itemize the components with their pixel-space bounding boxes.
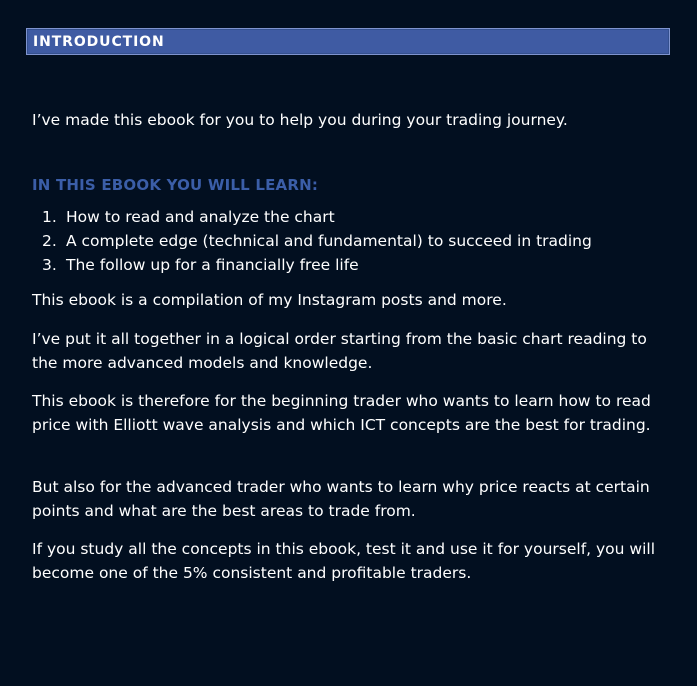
learn-heading: IN THIS EBOOK YOU WILL LEARN:	[32, 176, 319, 194]
section-header-bar	[26, 28, 670, 55]
body-paragraph: I’ve put it all together in a logical order starting from the basic chart reading to the more advanced models and knowledge.	[32, 330, 647, 372]
learn-list	[32, 205, 592, 277]
list-item	[32, 205, 592, 229]
list-item-text: How to read and analyze the chart	[66, 208, 335, 226]
list-item-number: 3.	[42, 256, 57, 274]
list-item-text: The follow up for a financially free life	[66, 256, 359, 274]
body-paragraph: But also for the advanced trader who wants to learn why price reacts at certain points and what are the best areas to trade from.	[32, 478, 650, 520]
intro-paragraph: I’ve made this ebook for you to help you during your trading journey.	[32, 111, 568, 129]
body-paragraph: This ebook is therefore for the beginning trader who wants to learn how to read price with Elliott wave analysis and which ICT concepts are the best for trading.	[32, 392, 651, 434]
list-item-number: 1.	[42, 208, 57, 226]
body-paragraph: This ebook is a compilation of my Instagram posts and more.	[32, 291, 507, 309]
list-item-text: A complete edge (technical and fundamental) to succeed in trading	[66, 232, 592, 250]
list-item	[32, 229, 592, 253]
section-title: INTRODUCTION	[33, 34, 165, 50]
body-paragraph: If you study all the concepts in this ebook, test it and use it for yourself, you will become one of the 5% consistent and profitable traders.	[32, 540, 656, 582]
list-item	[32, 253, 592, 277]
list-item-number: 2.	[42, 232, 57, 250]
